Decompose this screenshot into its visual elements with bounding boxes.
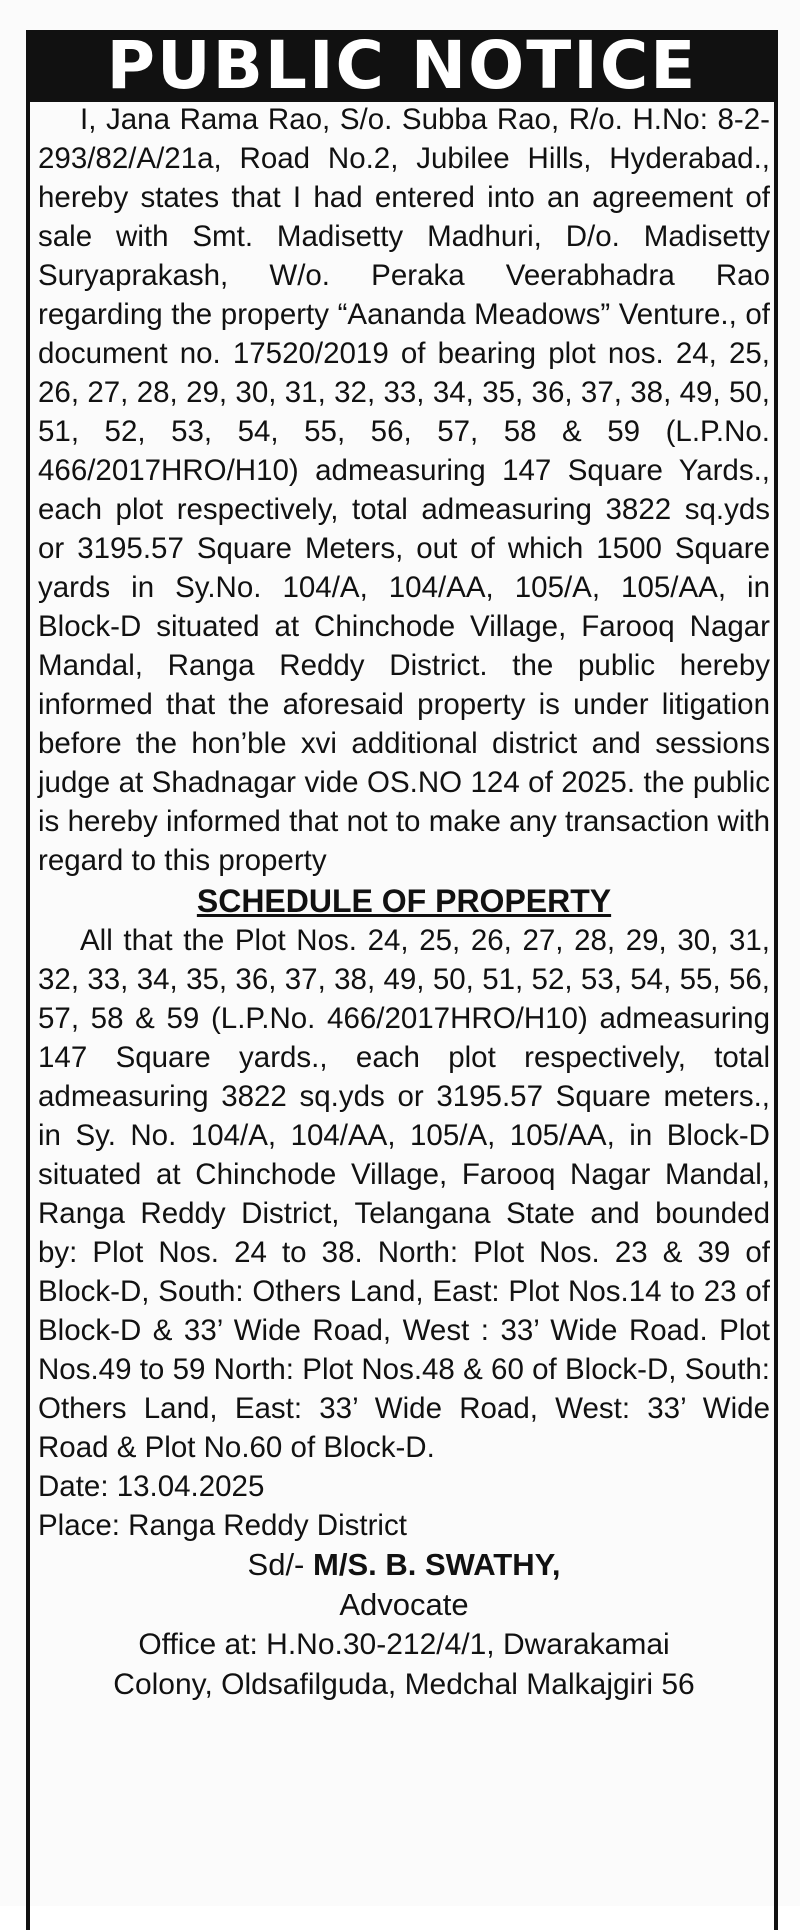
notice-header: [26, 27, 778, 104]
date-line: Date: 13.04.2025: [38, 1470, 265, 1503]
signature-prefix: Sd/-: [247, 1547, 305, 1582]
notice-title: PUBLIC NOTICE: [106, 27, 698, 104]
notice-paragraph: I, Jana Rama Rao, S/o. Subba Rao, R/o. H.No: 8-2-293/82/A/21a, Road No.2, Jubilee Hills, Hyderabad., hereby states that I had entered into an agreement of sale with Smt. Madisetty Madhuri, D/o. Madisetty Suryaprakash, W/o. Peraka Veerabhadra Rao regarding the property “Aananda Meadows” Venture., of document no. 17520/2019 of bearing plot nos. 24, 25, 26, 27, 28, 29, 30, 31, 32, 33, 34, 35, 36, 37, 38, 49, 50, 51, 52, 53, 54, 55, 56, 57, 58 & 59 (L.P.No. 466/2017HRO/H10) admeasuring 147 Square Yards., each plot respectively, total admeasuring 3822 sq.yds or 3195.57 Square Meters, out of which 1500 Square yards in Sy.No. 104/A, 104/AA, 105/A, 105/AA, in Block-D situated at Chinchode Village, Farooq Nagar Mandal, Ranga Reddy District. the public hereby informed that the aforesaid property is under litigation before the hon’ble xvi additional district and sessions judge at Shadnagar vide OS.NO 124 of 2025. the public is hereby informed that not to make any transaction with regard to this property: [38, 103, 770, 877]
office-address: Office at: H.No.30-212/4/1, Dwarakamai: [138, 1628, 670, 1661]
place-line: Place: Ranga Reddy District: [38, 1509, 407, 1542]
signature-line: [38, 1545, 770, 1585]
schedule-paragraph: All that the Plot Nos. 24, 25, 26, 27, 28, 29, 30, 31, 32, 33, 34, 35, 36, 37, 38, 49, 50, 51, 52, 53, 54, 55, 56, 57, 58 & 59 (L.P.No. 466/2017HRO/H10) admeasuring 147 Square yards., each plot respectively, total admeasuring 3822 sq.yds or 3195.57 Square meters., in Sy. No. 104/A, 104/AA, 105/A, 105/AA, in Block-D situated at Chinchode Village, Farooq Nagar Mandal, Ranga Reddy District, Telangana State and bounded by: Plot Nos. 24 to 38. North: Plot Nos. 23 & 39 of Block-D, South: Others Land, East: Plot Nos.14 to 23 of Block-D & 33’ Wide Road, West : 33’ Wide Road. Plot Nos.49 to 59 North: Plot Nos.48 & 60 of Block-D, South: Others Land, East: 33’ Wide Road, West: 33’ Wide Road & Plot No.60 of Block-D.: [38, 924, 770, 1464]
signature-role: Advocate: [339, 1587, 469, 1622]
notice-body: [38, 100, 770, 1705]
schedule-heading: SCHEDULE OF PROPERTY: [196, 883, 612, 919]
signature-name: M/S. B. SWATHY,: [313, 1547, 561, 1582]
office-address-continued: Colony, Oldsafilguda, Medchal Malkajgiri 56: [113, 1668, 695, 1701]
